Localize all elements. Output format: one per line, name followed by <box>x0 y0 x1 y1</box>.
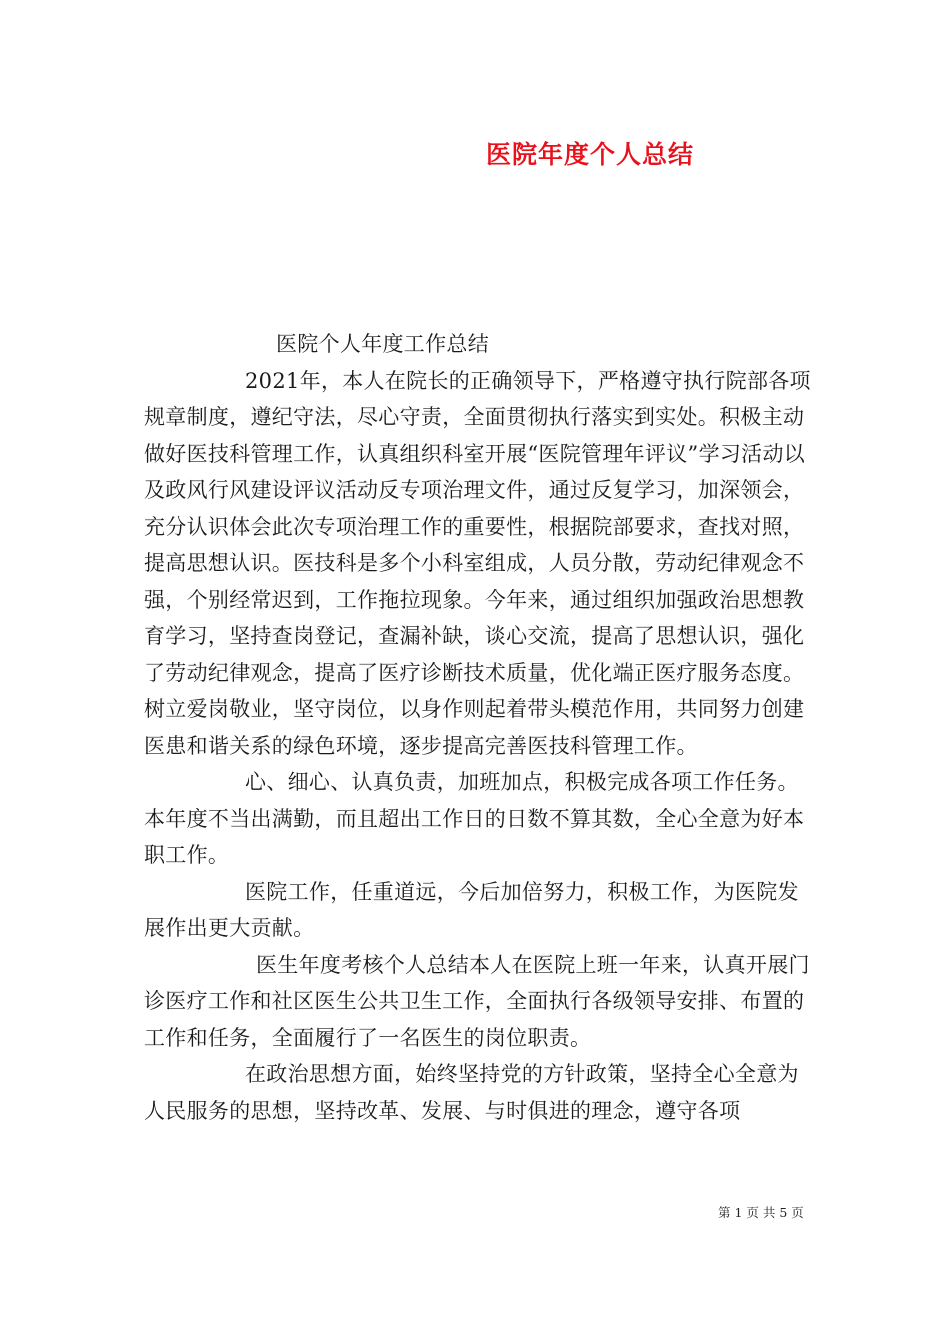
document-title: 医院年度个人总结 <box>486 140 695 169</box>
paragraph-3: 医院工作，任重道远，今后加倍努力，积极工作，为医院发展作出更大贡献。 <box>144 879 799 940</box>
paragraph-4: 医生年度考核个人总结本人在医院上班一年来，认真开展门诊医疗工作和社区医生公共卫生工作，全面执行各级领导安排、布置的工作和任务，全面履行了一名医生的岗位职责。 <box>144 952 810 1050</box>
paragraph-5: 在政治思想方面，始终坚持党的方针政策，坚持全心全意为人民服务的思想，坚持改革、发展、与时俱进的理念，遵守各项 <box>144 1062 799 1123</box>
paragraph-1: 2021年，本人在院长的正确领导下，严格遵守执行院部各项规章制度，遵纪守法，尽心守责，全面贯彻执行落实到实处。积极主动做好医技科管理工作，认真组织科室开展“医院管理年评议”学习活动以及政风行风建设评议活动反专项治理文件，通过反复学习，加深领会，充分认识体会此次专项治理工作的重要性，根据院部要求，查找对照，提高思想认识。医技科是多个小科室组成，人员分散，劳动纪律观念不强，个别经常迟到，工作拖拉现象。今年来，通过组织加强政治思想教育学习，坚持查岗登记，查漏补缺，谈心交流，提高了思想认识，强化了劳动纪律观念，提高了医疗诊断技术质量，优化端正医疗服务态度。树立爱岗敬业，坚守岗位，以身作则起着带头模范作用，共同努力创建医患和谐关系的绿色环境，逐步提高完善医技科管理工作。 <box>144 368 811 758</box>
document-subtitle: 医院个人年度工作总结 <box>276 332 489 356</box>
page-number: 第 1 页 共 5 页 <box>718 1205 804 1220</box>
paragraph-2: 心、细心、认真负责，加班加点，积极完成各项工作任务。本年度不当出满勤，而且超出工作日的日数不算其数，全心全意为好本职工作。 <box>144 770 805 867</box>
document-body <box>144 326 820 1129</box>
